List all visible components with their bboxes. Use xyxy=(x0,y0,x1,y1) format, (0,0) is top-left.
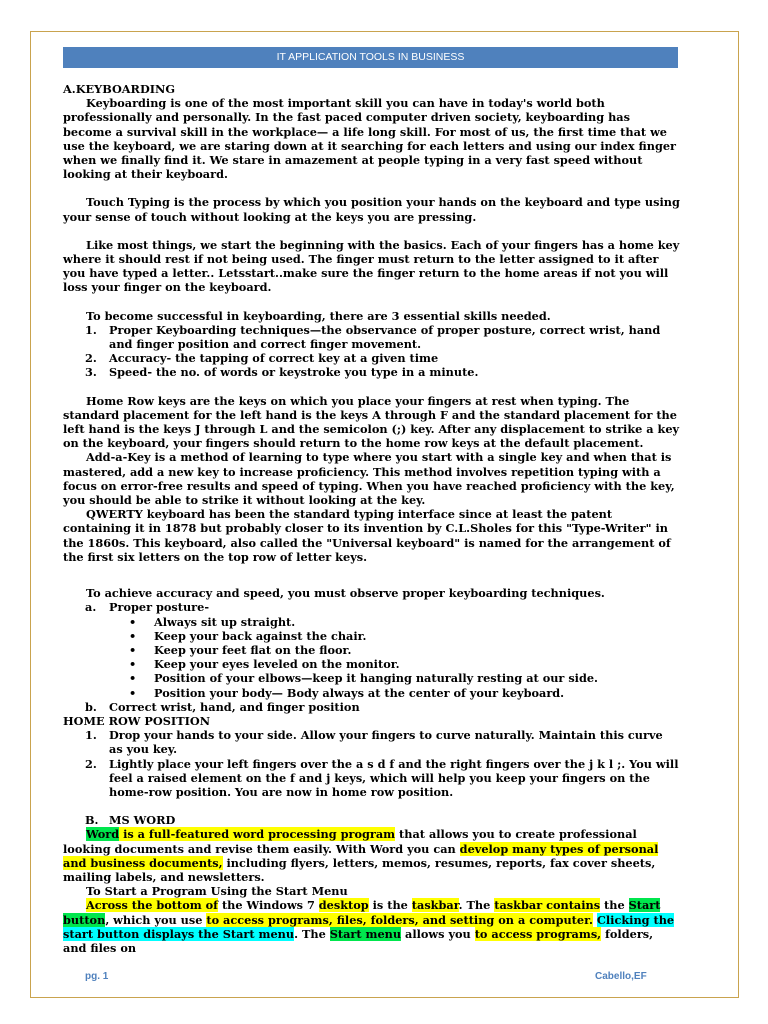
page-number: pg. 1 xyxy=(85,971,109,982)
paragraph-add-a-key: Add-a-Key is a method of learning to type where you start with a single key and when that is mastered, add a new key to increase proficiency. This method involves repetition typing with a focus on error-free results and speed of typing. When you have reached proficiency with the key, you should be able to strike it without looking at the key. xyxy=(63,450,675,508)
paragraph-start-menu: Across the bottom of the Windows 7 desktop is the taskbar. The taskbar contains the Start button, which you use to access programs, files, folders, and setting on a computer. Clicking the start button displays the Start menu. The Start menu allows you to access programs, folders, and files on xyxy=(63,898,675,955)
list-item: a. Proper posture- xyxy=(85,600,210,615)
list-item: • Position of your elbows—keep it hanging naturally resting at our side. xyxy=(63,671,680,685)
author-name: Cabello,EF xyxy=(595,971,647,982)
ms-word-heading-list xyxy=(63,813,680,827)
start-menu-heading: To Start a Program Using the Start Menu xyxy=(86,884,348,899)
list-item: b. Correct wrist, hand, and finger position xyxy=(85,699,360,714)
term-add-a-key: Add-a-Key xyxy=(86,450,151,465)
document-title: IT APPLICATION TOOLS IN BUSINESS xyxy=(63,47,678,68)
technique-list-b xyxy=(63,700,680,714)
document-body xyxy=(63,82,680,955)
list-item: • Keep your eyes leveled on the monitor. xyxy=(63,657,680,671)
list-item: • Keep your back against the chair. xyxy=(63,629,680,643)
skills-list xyxy=(63,323,680,380)
section-heading-home-row-position: HOME ROW POSITION xyxy=(63,713,211,728)
list-item: • Keep your feet flat on the floor. xyxy=(63,643,680,657)
posture-list xyxy=(63,615,680,700)
list-item: • Always sit up straight. xyxy=(63,615,680,629)
accuracy-intro: To achieve accuracy and speed, you must observe proper keyboarding techniques. xyxy=(86,586,605,601)
list-item: 2. Accuracy- the tapping of correct key at a given time xyxy=(85,351,439,366)
list-item: 1. Drop your hands to your side. Allow your fingers to curve naturally. Maintain this curve as you key. xyxy=(85,728,663,757)
term-touch-typing: Touch Typing xyxy=(86,195,170,210)
list-item: 3. Speed- the no. of words or keystroke you type in a minute. xyxy=(85,365,479,380)
section-heading-keyboarding: A.KEYBOARDING xyxy=(63,82,175,96)
highlight-word: Word xyxy=(86,827,120,842)
paragraph-touch-typing: Touch Typing is the process by which you position your hands on the keyboard and type using your sense of touch without looking at the keys you are pressing. xyxy=(63,195,680,224)
paragraph-home-row: Home Row keys are the keys on which you place your fingers at rest when typing. The standard placement for the left hand is the keys A through F and the standard placement for the left hand is the keys J through L and the semicolon (;) key. After any displacement to strike a key on the keyboard, your fingers should return to the home row keys at the default placement. xyxy=(63,393,680,451)
skills-intro: To become successful in keyboarding, there are 3 essential skills needed. xyxy=(86,308,551,323)
paragraph-intro: Keyboarding is one of the most important skill you can have in today's world both professionally and personally. In the fast paced computer driven society, keyboarding has become a survival skill in the workplace— a life long skill. For most of us, the first time that we use the keyboard, we are staring down at it searching for each letters and using our index finger when we finally find it. We stare in amazement at people typing in a very fast speed without looking at their keyboard. xyxy=(63,96,676,182)
paragraph-ms-word: Word is a full-featured word processing program that allows you to create professional looking documents and revise them easily. With Word you can develop many types of personal and business documents, including flyers, letters, memos, resumes, reports, fax cover sheets, mailing labels, and newsletters. xyxy=(63,827,659,884)
list-item: 1. Proper Keyboarding techniques—the observance of proper posture, correct wrist, hand and finger position and correct finger movement. xyxy=(85,322,661,352)
term-qwerty: QWERTY xyxy=(86,507,143,522)
home-row-steps xyxy=(63,728,680,799)
paragraph-qwerty: QWERTY keyboard has been the standard typing interface since at least the patent containing it in 1878 but probably closer to its invention by C.L.Sholes for this "Type-Writer" in the 1860s. This keyboard, also called the "Universal keyboard" is named for the arrangement of the first six letters on the top row of letter keys. xyxy=(63,507,671,564)
technique-list xyxy=(63,600,680,614)
section-heading-ms-word: B. MS WORD xyxy=(85,813,176,828)
list-item: • Position your body— Body always at the center of your keyboard. xyxy=(63,686,680,700)
paragraph-basics: Like most things, we start the beginning with the basics. Each of your fingers has a home key where it should rest if not being used. The finger must return to the letter assigned to it after you have typed a letter.. Letsstart..make sure the finger return to the home areas if not you will loss your finger on the keyboard. xyxy=(63,237,680,295)
list-item: 2. Lightly place your left fingers over the a s d f and the right fingers over the j k l ;. You will feel a raised element on the f and j keys, which will help you keep your fingers on the home-row position. You are now in home row position. xyxy=(85,756,679,799)
term-home-row: Home Row keys xyxy=(86,393,186,408)
